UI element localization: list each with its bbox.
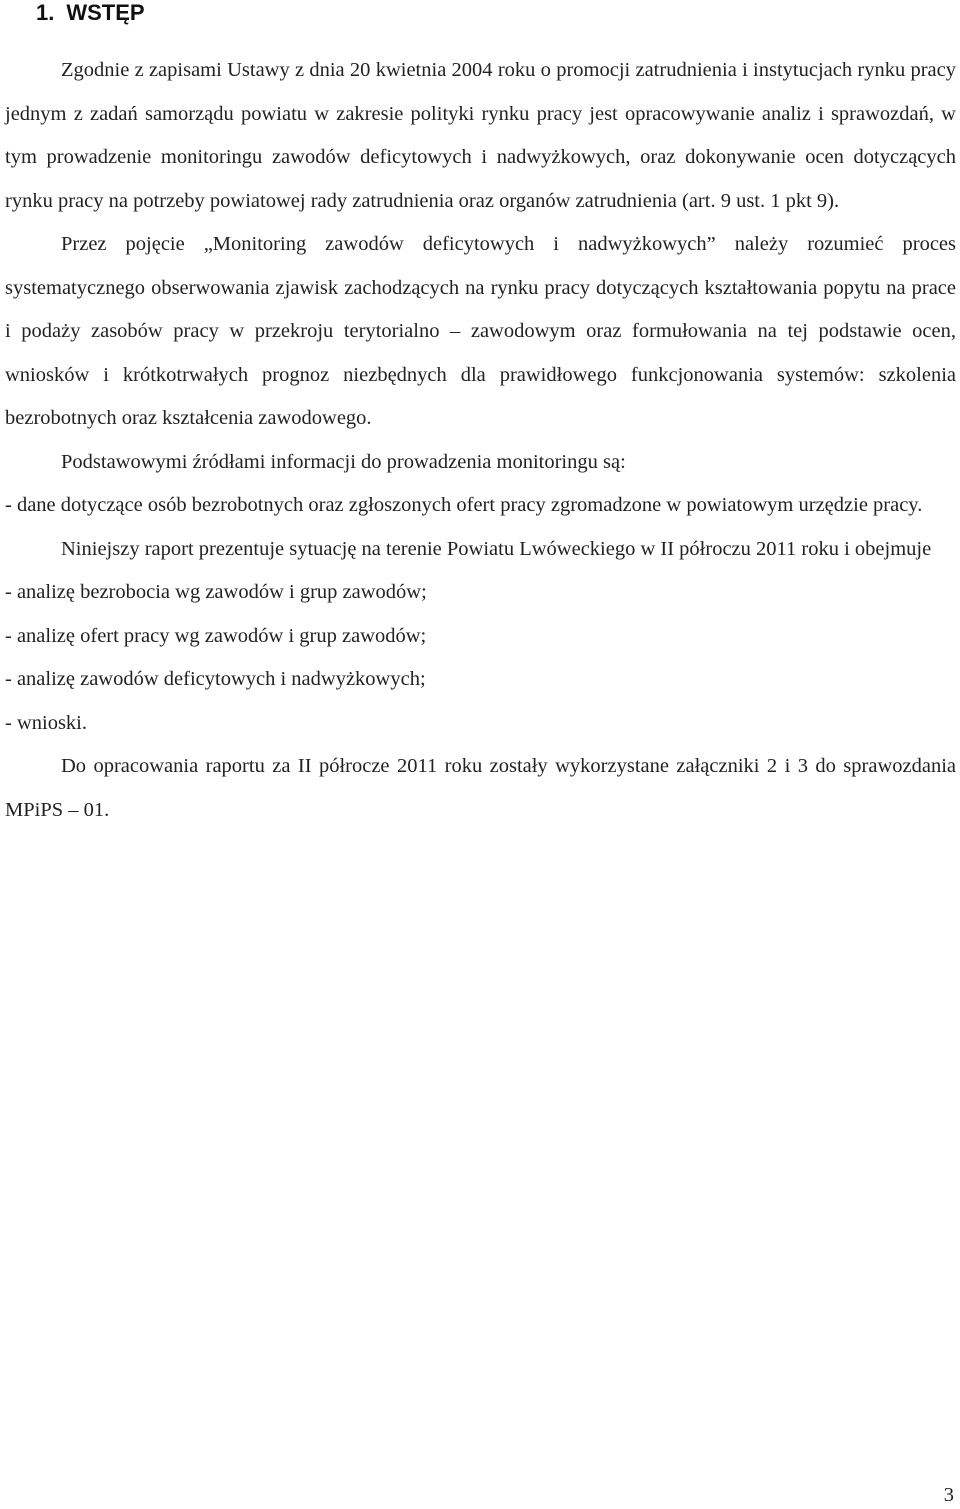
intro-paragraph: Zgodnie z zapisami Ustawy z dnia 20 kwietnia 2004 roku o promocji zatrudnienia i instytucjach rynku pracy jednym z zadań samorządu powiatu w zakresie polityki rynku pracy jest opracowywanie analiz i sprawozdań, w tym prowadzenie monitoringu zawodów deficytowych i nadwyżkowych, oraz dokonywanie ocen dotyczących rynku pracy na potrzeby powiatowej rady zatrudnienia oraz organów zatrudnienia (art. 9 ust. 1 pkt 9). [5, 59, 956, 212]
sources-intro-paragraph: Podstawowymi źródłami informacji do prowadzenia monitoringu są: [61, 450, 626, 473]
sources-list-item: - dane dotyczące osób bezrobotnych oraz zgłoszonych ofert pracy zgromadzone w powiatowym urzędzie pracy. [5, 494, 923, 516]
section-heading [36, 0, 145, 26]
report-list-item: - analizę bezrobocia wg zawodów i grup zawodów; [5, 581, 427, 603]
closing-paragraph: Do opracowania raportu za II półrocze 2011 roku zostały wykorzystane załączniki 2 i 3 do sprawozdania MPiPS – 01. [5, 755, 956, 821]
section-number: 1. [36, 0, 55, 25]
report-list-item: - analizę ofert pracy wg zawodów i grup zawodów; [5, 624, 427, 647]
page-number: 3 [943, 1484, 954, 1506]
report-intro-paragraph: Niniejszy raport prezentuje sytuację na terenie Powiatu Lwóweckiego w II półroczu 2011 roku i obejmuje [61, 537, 932, 560]
document-body [5, 49, 956, 832]
section-title: WSTĘP [66, 0, 145, 25]
definition-paragraph: Przez pojęcie „Monitoring zawodów deficytowych i nadwyżkowych” należy rozumieć proces systematycznego obserwowania zjawisk zachodzących na rynku pracy dotyczących kształtowania popytu na prace i podaży zasobów pracy w przekroju terytorialno – zawodowym oraz formułowania na tej podstawie ocen, wniosków i krótkotrwałych prognoz niezbędnych dla prawidłowego funkcjonowania systemów: szkolenia bezrobotnych oraz kształcenia zawodowego. [5, 233, 956, 429]
report-list-item: - wnioski. [5, 711, 87, 734]
report-list-item: - analizę zawodów deficytowych i nadwyżkowych; [5, 668, 426, 690]
